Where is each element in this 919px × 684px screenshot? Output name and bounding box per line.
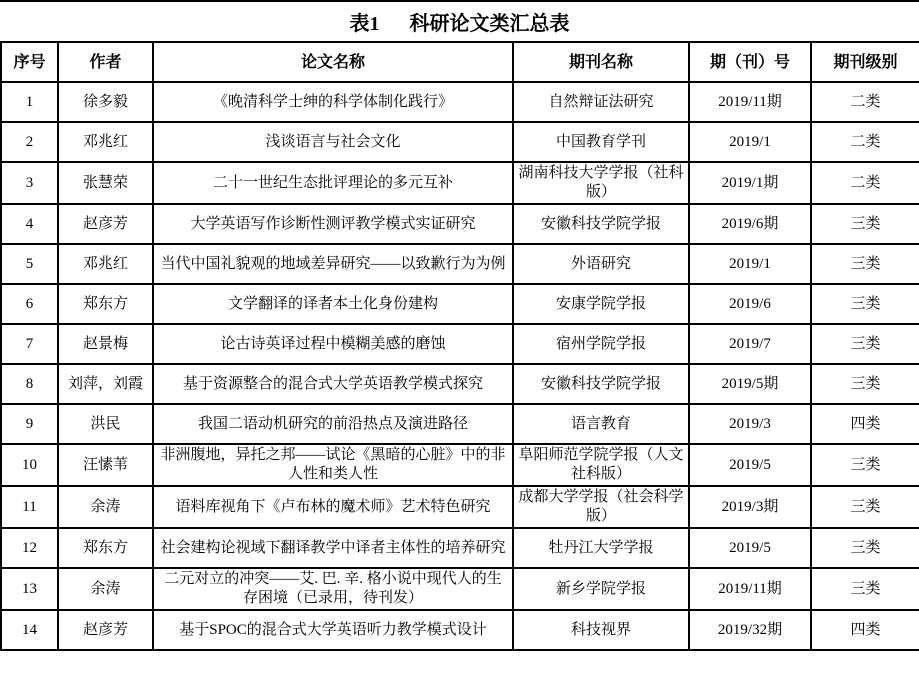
cell-journal: 安康学院学报	[513, 284, 689, 324]
cell-issue: 2019/5	[689, 528, 811, 568]
cell-paper: 我国二语动机研究的前沿热点及演进路径	[153, 404, 513, 444]
cell-level: 三类	[811, 486, 919, 528]
col-header-level: 期刊级别	[811, 42, 919, 82]
cell-level: 三类	[811, 244, 919, 284]
table-row	[1, 244, 919, 284]
table-header-row	[1, 42, 919, 82]
cell-no: 6	[1, 284, 58, 324]
cell-journal: 安徽科技学院学报	[513, 204, 689, 244]
cell-author: 邓兆红	[58, 244, 153, 284]
cell-issue: 2019/6期	[689, 204, 811, 244]
cell-level: 三类	[811, 568, 919, 610]
page-title	[0, 0, 919, 41]
cell-paper: 当代中国礼貌观的地域差异研究——以致歉行为为例	[153, 244, 513, 284]
cell-author: 余涛	[58, 568, 153, 610]
table-row	[1, 610, 919, 650]
cell-level: 二类	[811, 162, 919, 204]
cell-author: 刘萍，刘霞	[58, 364, 153, 404]
cell-author: 汪愫苇	[58, 444, 153, 486]
cell-level: 四类	[811, 610, 919, 650]
cell-issue: 2019/11期	[689, 568, 811, 610]
table-row	[1, 162, 919, 204]
cell-author: 郑东方	[58, 528, 153, 568]
cell-paper: 二元对立的冲突——艾. 巴. 辛. 格小说中现代人的生存困境（已录用，待刊发）	[153, 568, 513, 610]
cell-paper: 基于资源整合的混合式大学英语教学模式探究	[153, 364, 513, 404]
cell-no: 9	[1, 404, 58, 444]
cell-journal: 中国教育学刊	[513, 122, 689, 162]
cell-author: 邓兆红	[58, 122, 153, 162]
cell-author: 洪民	[58, 404, 153, 444]
cell-paper: 文学翻译的译者本土化身份建构	[153, 284, 513, 324]
papers-summary-table	[0, 41, 919, 651]
cell-no: 13	[1, 568, 58, 610]
cell-author: 赵彦芳	[58, 204, 153, 244]
cell-level: 三类	[811, 528, 919, 568]
cell-paper: 社会建构论视域下翻译教学中译者主体性的培养研究	[153, 528, 513, 568]
cell-no: 2	[1, 122, 58, 162]
cell-journal: 外语研究	[513, 244, 689, 284]
cell-journal: 牡丹江大学学报	[513, 528, 689, 568]
cell-paper: 大学英语写作诊断性测评教学模式实证研究	[153, 204, 513, 244]
cell-paper: 二十一世纪生态批评理论的多元互补	[153, 162, 513, 204]
cell-level: 三类	[811, 324, 919, 364]
table-row	[1, 404, 919, 444]
cell-journal: 阜阳师范学院学报（人文社科版）	[513, 444, 689, 486]
table-row	[1, 528, 919, 568]
cell-issue: 2019/7	[689, 324, 811, 364]
cell-no: 4	[1, 204, 58, 244]
cell-level: 二类	[811, 82, 919, 122]
table-row	[1, 486, 919, 528]
cell-author: 徐多毅	[58, 82, 153, 122]
cell-no: 11	[1, 486, 58, 528]
cell-journal: 语言教育	[513, 404, 689, 444]
table-row	[1, 444, 919, 486]
cell-issue: 2019/3期	[689, 486, 811, 528]
cell-issue: 2019/6	[689, 284, 811, 324]
cell-no: 5	[1, 244, 58, 284]
col-header-author: 作者	[58, 42, 153, 82]
cell-level: 三类	[811, 444, 919, 486]
cell-journal: 成都大学学报（社会科学版）	[513, 486, 689, 528]
cell-no: 1	[1, 82, 58, 122]
col-header-journal: 期刊名称	[513, 42, 689, 82]
cell-issue: 2019/1	[689, 122, 811, 162]
cell-level: 三类	[811, 364, 919, 404]
table-row	[1, 284, 919, 324]
cell-journal: 安徽科技学院学报	[513, 364, 689, 404]
cell-no: 3	[1, 162, 58, 204]
cell-no: 14	[1, 610, 58, 650]
cell-issue: 2019/5期	[689, 364, 811, 404]
cell-author: 赵景梅	[58, 324, 153, 364]
table-row	[1, 568, 919, 610]
col-header-issue: 期（刊）号	[689, 42, 811, 82]
cell-issue: 2019/1期	[689, 162, 811, 204]
table-row	[1, 204, 919, 244]
table-row	[1, 82, 919, 122]
cell-paper: 《晚清科学士绅的科学体制化践行》	[153, 82, 513, 122]
col-header-no: 序号	[1, 42, 58, 82]
table-row	[1, 122, 919, 162]
cell-paper: 非洲腹地，异托之邦——试论《黑暗的心脏》中的非人性和类人性	[153, 444, 513, 486]
cell-journal: 湖南科技大学学报（社科版）	[513, 162, 689, 204]
cell-issue: 2019/3	[689, 404, 811, 444]
table-row	[1, 364, 919, 404]
cell-author: 赵彦芳	[58, 610, 153, 650]
cell-paper: 论古诗英译过程中模糊美感的磨蚀	[153, 324, 513, 364]
table-row	[1, 324, 919, 364]
cell-author: 张慧荣	[58, 162, 153, 204]
cell-issue: 2019/11期	[689, 82, 811, 122]
cell-journal: 科技视界	[513, 610, 689, 650]
cell-no: 8	[1, 364, 58, 404]
cell-level: 三类	[811, 284, 919, 324]
cell-no: 10	[1, 444, 58, 486]
table-title-text: 科研论文类汇总表	[409, 13, 570, 35]
cell-no: 12	[1, 528, 58, 568]
table-number-label: 表1	[349, 13, 380, 35]
cell-paper: 浅谈语言与社会文化	[153, 122, 513, 162]
cell-paper: 语料库视角下《卢布林的魔术师》艺术特色研究	[153, 486, 513, 528]
cell-journal: 新乡学院学报	[513, 568, 689, 610]
cell-journal: 自然辩证法研究	[513, 82, 689, 122]
cell-author: 郑东方	[58, 284, 153, 324]
cell-issue: 2019/5	[689, 444, 811, 486]
cell-author: 余涛	[58, 486, 153, 528]
cell-paper: 基于SPOC的混合式大学英语听力教学模式设计	[153, 610, 513, 650]
col-header-paper: 论文名称	[153, 42, 513, 82]
cell-journal: 宿州学院学报	[513, 324, 689, 364]
table-body	[1, 82, 919, 650]
cell-level: 二类	[811, 122, 919, 162]
cell-no: 7	[1, 324, 58, 364]
cell-level: 四类	[811, 404, 919, 444]
cell-level: 三类	[811, 204, 919, 244]
cell-issue: 2019/32期	[689, 610, 811, 650]
cell-issue: 2019/1	[689, 244, 811, 284]
